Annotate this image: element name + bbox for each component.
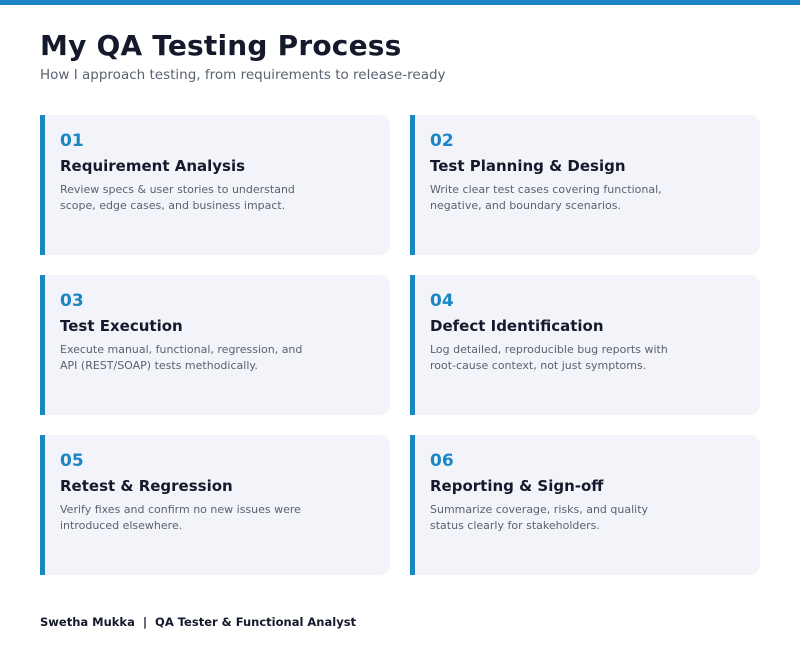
step-card-retest-regression: [40, 435, 390, 575]
step-description: Verify fixes and confirm no new issues were introduced elsewhere.: [60, 503, 301, 532]
step-number: 01: [60, 131, 84, 151]
step-number: 03: [60, 291, 84, 311]
step-description: Summarize coverage, risks, and quality status clearly for stakeholders.: [430, 503, 649, 532]
page-header: [40, 29, 446, 84]
step-description: Log detailed, reproducible bug reports with root-cause context, not just symptoms.: [430, 343, 668, 372]
step-number: 04: [430, 291, 454, 311]
step-card-test-planning-design: [410, 115, 760, 255]
step-description: Execute manual, functional, regression, and API (REST/SOAP) tests methodically.: [60, 343, 303, 372]
step-number: 06: [430, 451, 454, 471]
accent-top-bar: [0, 0, 800, 5]
step-card-defect-identification: [410, 275, 760, 415]
step-title: Test Planning & Design: [430, 157, 626, 175]
step-card-test-execution: [40, 275, 390, 415]
process-steps-grid: [40, 115, 760, 575]
author-footer: Swetha Mukka | QA Tester & Functional Analyst: [40, 615, 357, 629]
step-title: Retest & Regression: [60, 477, 233, 495]
step-card-requirement-analysis: [40, 115, 390, 255]
step-description: Review specs & user stories to understand scope, edge cases, and business impact.: [60, 183, 295, 212]
step-number: 05: [60, 451, 84, 471]
page-subtitle: How I approach testing, from requirements to release-ready: [40, 67, 446, 83]
step-title: Test Execution: [60, 317, 183, 335]
step-number: 02: [430, 131, 454, 151]
step-description: Write clear test cases covering functional, negative, and boundary scenarios.: [430, 183, 662, 212]
page-title: My QA Testing Process: [40, 29, 402, 62]
step-title: Defect Identification: [430, 317, 604, 335]
step-title: Reporting & Sign-off: [430, 477, 604, 495]
step-title: Requirement Analysis: [60, 157, 246, 175]
step-card-reporting-signoff: [410, 435, 760, 575]
